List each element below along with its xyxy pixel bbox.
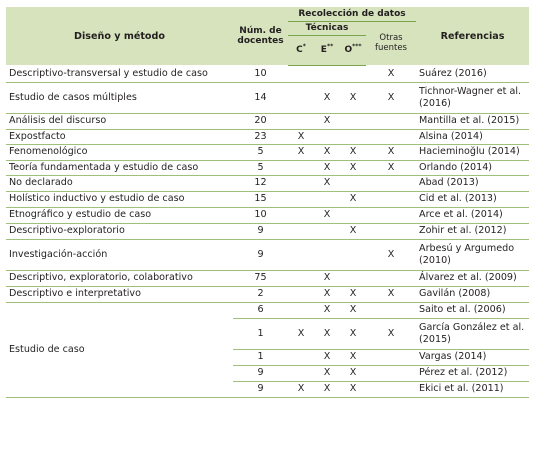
other-cell bbox=[366, 207, 416, 223]
c-cell bbox=[288, 207, 314, 223]
e-cell: X bbox=[314, 270, 340, 286]
o-cell: X bbox=[340, 223, 366, 239]
design-cell: Teoría fundamentada y estudio de caso bbox=[6, 160, 233, 175]
e-cell: X bbox=[314, 160, 340, 175]
o-cell: X bbox=[340, 381, 366, 397]
o-cell: X bbox=[340, 82, 366, 113]
table-row bbox=[6, 270, 529, 286]
c-cell bbox=[288, 302, 314, 318]
c-cell bbox=[288, 113, 314, 129]
n-cell: 75 bbox=[233, 270, 288, 286]
c-cell: X bbox=[288, 144, 314, 160]
n-cell: 9 bbox=[233, 365, 288, 381]
n-cell: 5 bbox=[233, 160, 288, 175]
header-tecnicas: Técnicas bbox=[288, 21, 366, 35]
c-cell bbox=[288, 223, 314, 239]
o-cell: X bbox=[340, 144, 366, 160]
o-cell bbox=[340, 239, 366, 270]
design-cell: Investigación-acción bbox=[6, 239, 233, 270]
other-cell: X bbox=[366, 65, 416, 82]
other-cell bbox=[366, 129, 416, 144]
header-e-label: E bbox=[320, 45, 327, 55]
header-o bbox=[340, 35, 366, 65]
header-otras-line1: Otras bbox=[379, 33, 403, 44]
ref-cell: Álvarez et al. (2009) bbox=[416, 270, 529, 286]
other-cell: X bbox=[366, 239, 416, 270]
e-cell: X bbox=[314, 113, 340, 129]
n-cell: 10 bbox=[233, 207, 288, 223]
c-cell bbox=[288, 175, 314, 191]
ref-cell: Tichnor-Wagner et al. (2016) bbox=[416, 82, 529, 113]
o-cell: X bbox=[340, 286, 366, 302]
c-cell bbox=[288, 191, 314, 207]
design-cell: Fenomenológico bbox=[6, 144, 233, 160]
e-cell bbox=[314, 129, 340, 144]
ref-cell: Pérez et al. (2012) bbox=[416, 365, 529, 381]
e-cell bbox=[314, 223, 340, 239]
n-cell: 1 bbox=[233, 349, 288, 365]
o-cell: X bbox=[340, 318, 366, 349]
other-cell bbox=[366, 302, 416, 318]
c-cell: X bbox=[288, 381, 314, 397]
design-cell: Estudio de casos múltiples bbox=[6, 82, 233, 113]
header-num-docentes-line2: docentes bbox=[237, 36, 284, 46]
other-cell bbox=[366, 365, 416, 381]
ref-cell: Orlando (2014) bbox=[416, 160, 529, 175]
header-c-label: C bbox=[296, 45, 303, 55]
ref-cell: Ekici et al. (2011) bbox=[416, 381, 529, 397]
header-o-mark: *** bbox=[352, 43, 362, 50]
o-cell: X bbox=[340, 365, 366, 381]
n-cell: 1 bbox=[233, 318, 288, 349]
e-cell: X bbox=[314, 318, 340, 349]
other-cell bbox=[366, 175, 416, 191]
n-cell: 20 bbox=[233, 113, 288, 129]
other-cell: X bbox=[366, 82, 416, 113]
other-cell: X bbox=[366, 144, 416, 160]
n-cell: 10 bbox=[233, 65, 288, 82]
table-row bbox=[6, 65, 529, 82]
n-cell: 2 bbox=[233, 286, 288, 302]
table-row bbox=[6, 223, 529, 239]
other-cell bbox=[366, 349, 416, 365]
header-o-label: O bbox=[344, 45, 353, 55]
ref-cell: Mantilla et al. (2015) bbox=[416, 113, 529, 129]
c-cell: X bbox=[288, 129, 314, 144]
o-cell bbox=[340, 175, 366, 191]
n-cell: 9 bbox=[233, 223, 288, 239]
table-row bbox=[6, 129, 529, 144]
header-e bbox=[314, 35, 340, 65]
ref-cell: Suárez (2016) bbox=[416, 65, 529, 82]
ref-cell: Arbesú y Argumedo (2010) bbox=[416, 239, 529, 270]
header-c-mark: * bbox=[302, 43, 306, 50]
table-row bbox=[6, 144, 529, 160]
other-cell bbox=[366, 191, 416, 207]
design-cell: Holístico inductivo y estudio de caso bbox=[6, 191, 233, 207]
e-cell bbox=[314, 239, 340, 270]
o-cell bbox=[340, 65, 366, 82]
ref-cell: Cid et al. (2013) bbox=[416, 191, 529, 207]
other-cell bbox=[366, 270, 416, 286]
header-otras-fuentes bbox=[366, 21, 416, 65]
design-cell-group: Estudio de caso bbox=[6, 302, 233, 397]
header-referencias: Referencias bbox=[416, 7, 529, 65]
header-num-docentes-line1: Núm. de bbox=[239, 26, 282, 36]
e-cell: X bbox=[314, 286, 340, 302]
n-cell: 12 bbox=[233, 175, 288, 191]
e-cell: X bbox=[314, 144, 340, 160]
ref-cell: García González et al. (2015) bbox=[416, 318, 529, 349]
table-row bbox=[6, 239, 529, 270]
c-cell bbox=[288, 365, 314, 381]
ref-cell: Alsina (2014) bbox=[416, 129, 529, 144]
other-cell bbox=[366, 223, 416, 239]
design-cell: No declarado bbox=[6, 175, 233, 191]
table-row bbox=[6, 113, 529, 129]
o-cell bbox=[340, 270, 366, 286]
e-cell: X bbox=[314, 175, 340, 191]
e-cell bbox=[314, 191, 340, 207]
c-cell bbox=[288, 349, 314, 365]
other-cell bbox=[366, 113, 416, 129]
table-row bbox=[6, 175, 529, 191]
o-cell bbox=[340, 113, 366, 129]
e-cell: X bbox=[314, 365, 340, 381]
design-cell: Descriptivo, exploratorio, colaborativo bbox=[6, 270, 233, 286]
n-cell: 23 bbox=[233, 129, 288, 144]
o-cell bbox=[340, 129, 366, 144]
c-cell: X bbox=[288, 318, 314, 349]
other-cell bbox=[366, 381, 416, 397]
table-row bbox=[6, 160, 529, 175]
other-cell: X bbox=[366, 318, 416, 349]
o-cell: X bbox=[340, 191, 366, 207]
n-cell: 9 bbox=[233, 381, 288, 397]
e-cell bbox=[314, 65, 340, 82]
e-cell: X bbox=[314, 207, 340, 223]
design-cell: Análisis del discurso bbox=[6, 113, 233, 129]
table-row bbox=[6, 286, 529, 302]
research-table bbox=[6, 7, 529, 398]
table-row bbox=[6, 191, 529, 207]
ref-cell: Saito et al. (2006) bbox=[416, 302, 529, 318]
c-cell bbox=[288, 239, 314, 270]
c-cell bbox=[288, 65, 314, 82]
header-recoleccion: Recolección de datos bbox=[288, 7, 416, 21]
o-cell: X bbox=[340, 349, 366, 365]
design-cell: Descriptivo e interpretativo bbox=[6, 286, 233, 302]
c-cell bbox=[288, 160, 314, 175]
ref-cell: Arce et al. (2014) bbox=[416, 207, 529, 223]
n-cell: 6 bbox=[233, 302, 288, 318]
ref-cell: Gavilán (2008) bbox=[416, 286, 529, 302]
n-cell: 15 bbox=[233, 191, 288, 207]
table-row bbox=[6, 82, 529, 113]
e-cell: X bbox=[314, 302, 340, 318]
o-cell: X bbox=[340, 302, 366, 318]
design-cell: Etnográfico y estudio de caso bbox=[6, 207, 233, 223]
ref-cell: Abad (2013) bbox=[416, 175, 529, 191]
n-cell: 14 bbox=[233, 82, 288, 113]
c-cell bbox=[288, 82, 314, 113]
header-otras-line2: fuentes bbox=[375, 43, 407, 54]
header-e-mark: ** bbox=[326, 43, 334, 50]
n-cell: 9 bbox=[233, 239, 288, 270]
table-row bbox=[6, 207, 529, 223]
o-cell bbox=[340, 207, 366, 223]
n-cell: 5 bbox=[233, 144, 288, 160]
e-cell: X bbox=[314, 381, 340, 397]
other-cell: X bbox=[366, 160, 416, 175]
e-cell: X bbox=[314, 349, 340, 365]
design-cell: Descriptivo-transversal y estudio de caso bbox=[6, 65, 233, 82]
other-cell: X bbox=[366, 286, 416, 302]
table-body bbox=[6, 65, 529, 397]
design-cell: Descriptivo-exploratorio bbox=[6, 223, 233, 239]
design-cell: Expostfacto bbox=[6, 129, 233, 144]
ref-cell: Vargas (2014) bbox=[416, 349, 529, 365]
o-cell: X bbox=[340, 160, 366, 175]
ref-cell: Hacieminoğlu (2014) bbox=[416, 144, 529, 160]
ref-cell: Zohir et al. (2012) bbox=[416, 223, 529, 239]
header-c bbox=[288, 35, 314, 65]
c-cell bbox=[288, 270, 314, 286]
table-row bbox=[6, 302, 529, 318]
header-design: Diseño y método bbox=[6, 7, 233, 65]
e-cell: X bbox=[314, 82, 340, 113]
header-num-docentes bbox=[233, 7, 288, 65]
c-cell bbox=[288, 286, 314, 302]
